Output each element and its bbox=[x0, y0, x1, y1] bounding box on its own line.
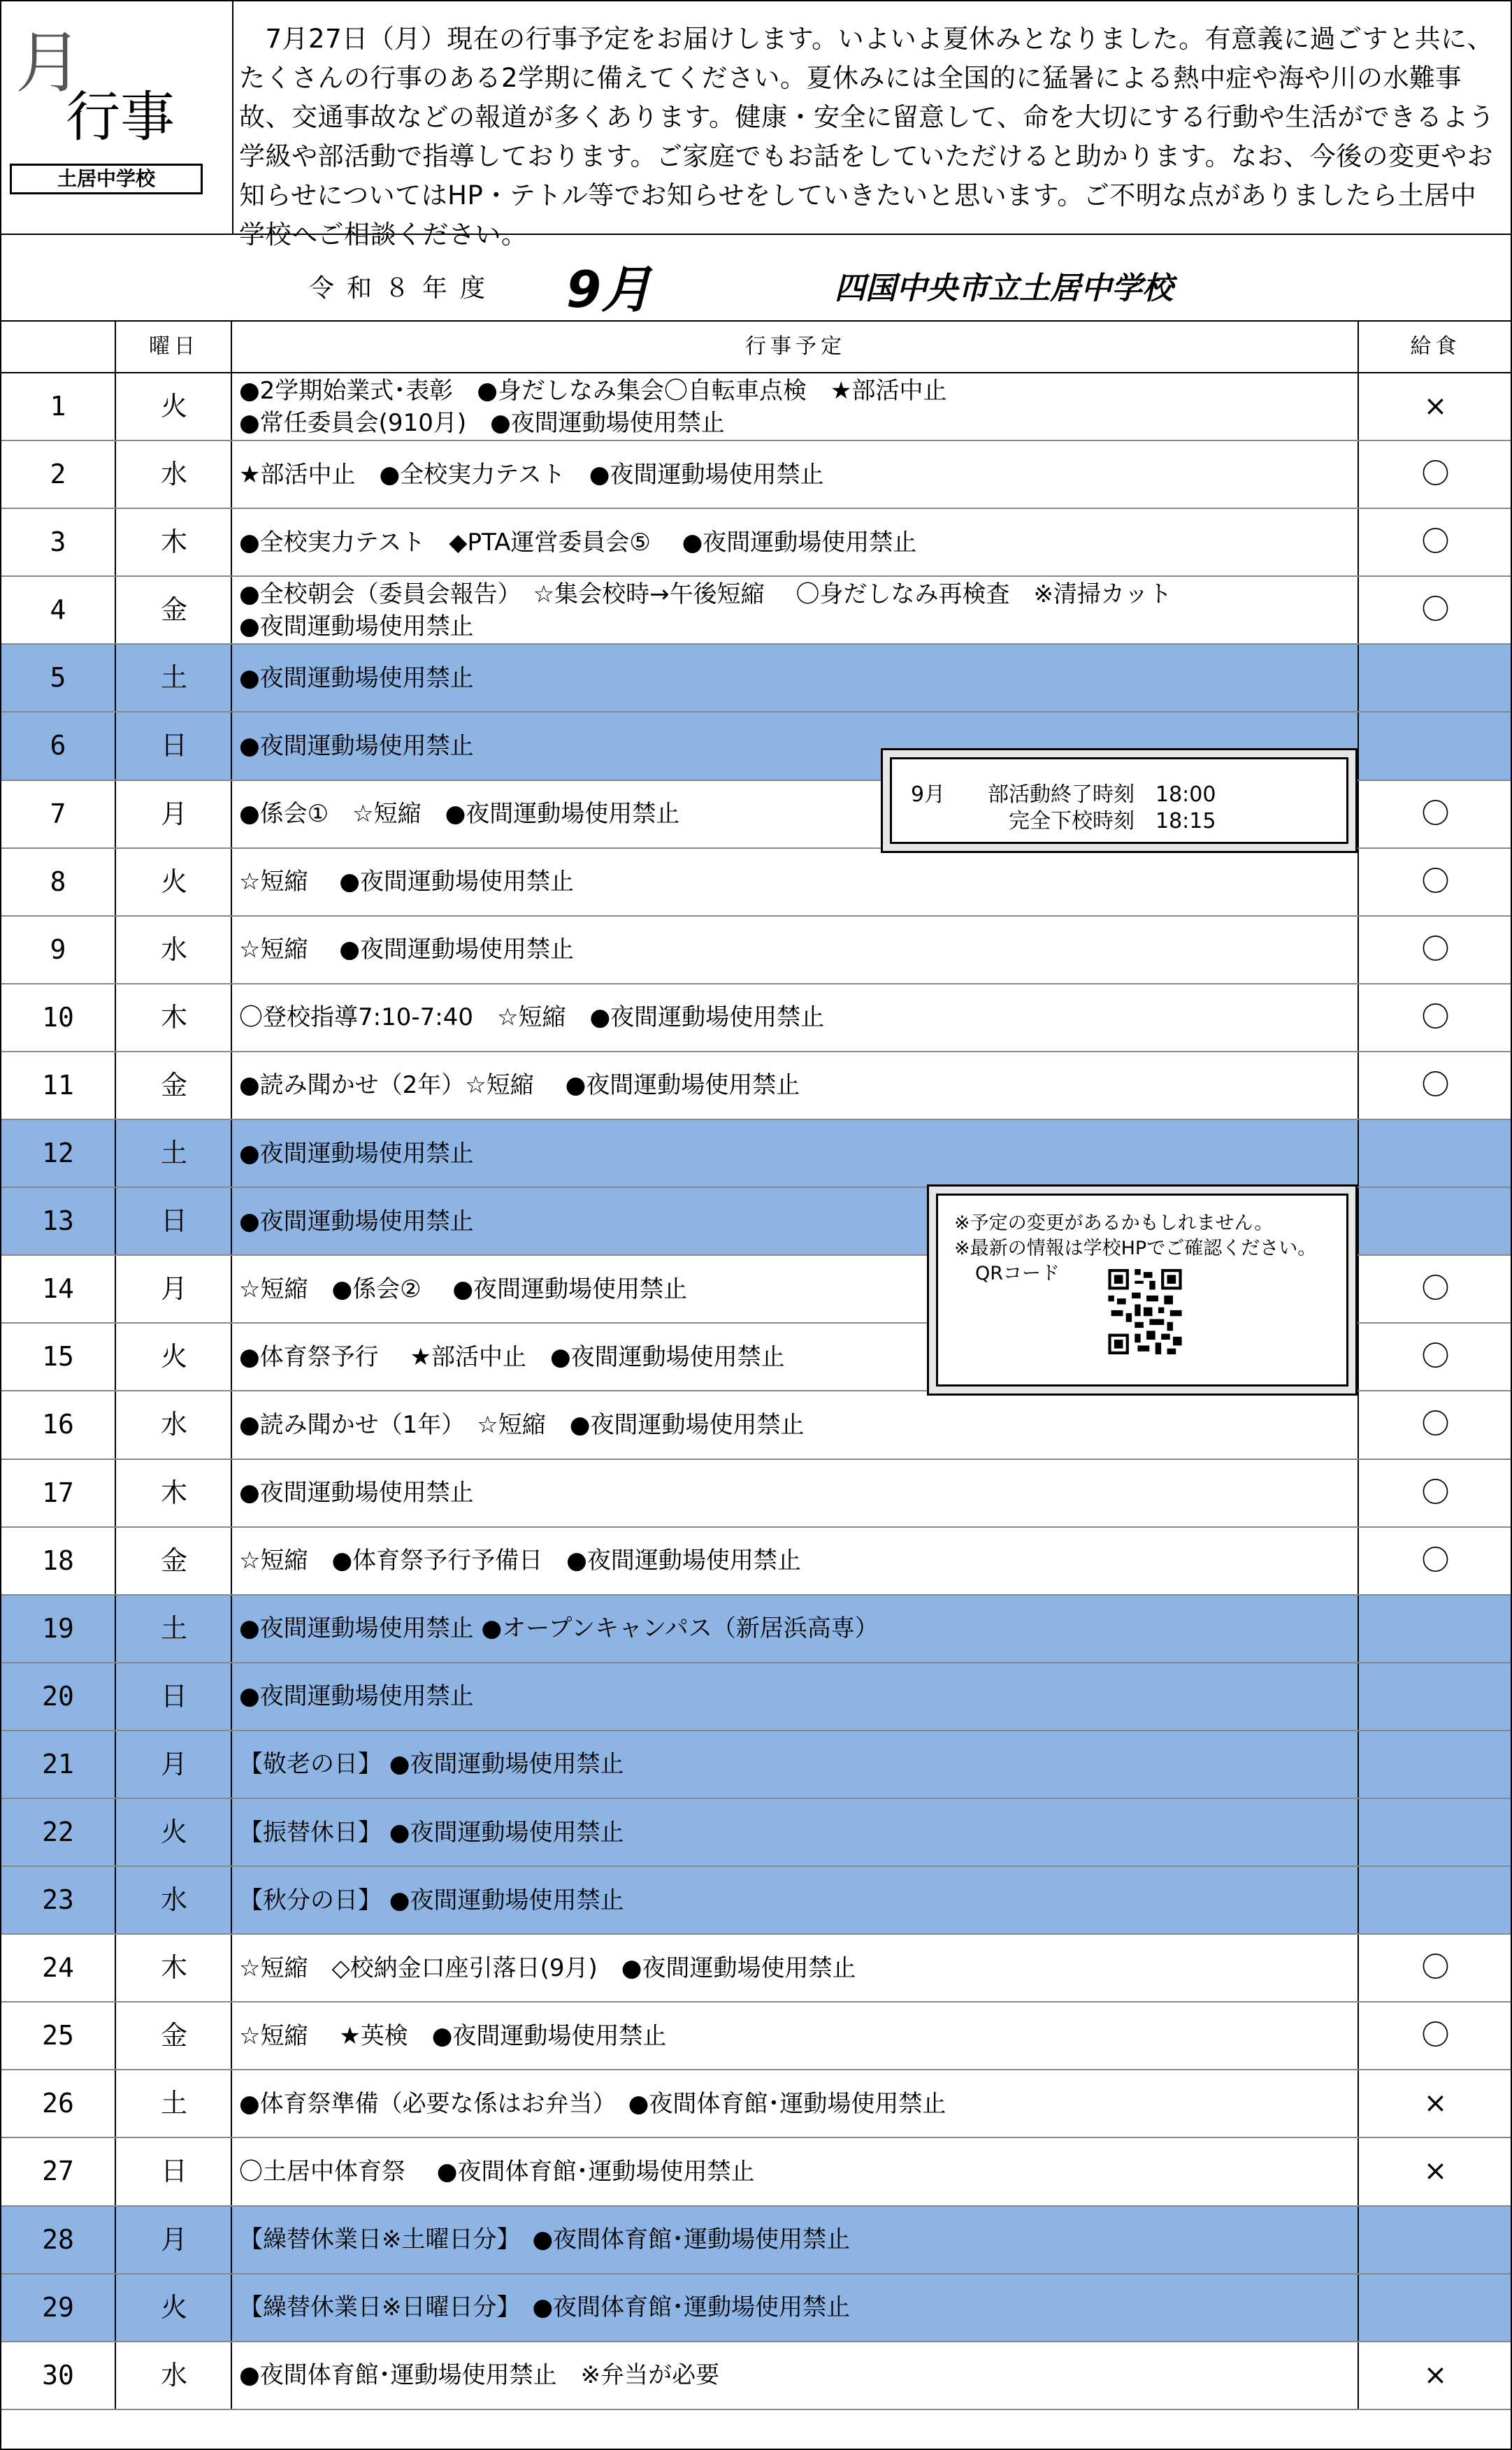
day-number: 9 bbox=[1, 917, 116, 983]
day-number: 17 bbox=[1, 1460, 116, 1526]
lunch-mark bbox=[1360, 1120, 1511, 1187]
day-number: 19 bbox=[1, 1596, 116, 1662]
lunch-mark: 〇 bbox=[1421, 1544, 1450, 1577]
lunch-mark: 〇 bbox=[1421, 2019, 1450, 2052]
day-number: 24 bbox=[1, 1935, 116, 2001]
table-row bbox=[1, 1867, 1511, 1935]
info-notice bbox=[927, 1184, 1358, 1396]
day-number: 11 bbox=[1, 1052, 116, 1119]
weekday: 火 bbox=[117, 1324, 232, 1390]
day-number: 16 bbox=[1, 1391, 116, 1458]
event-line: 【繰替休業日※日曜日分】 ●夜間体育館･運動場使用禁止 bbox=[239, 2293, 851, 2322]
month-title: 9月 bbox=[566, 260, 652, 319]
events-cell bbox=[233, 1731, 1359, 1798]
qr-label: QRコード bbox=[975, 1263, 1060, 1284]
day-number: 4 bbox=[1, 577, 116, 643]
weekday: 月 bbox=[117, 781, 232, 847]
weekday: 日 bbox=[117, 1663, 232, 1730]
table-row bbox=[1, 2138, 1511, 2206]
title-row bbox=[1, 235, 1511, 322]
day-number: 20 bbox=[1, 1663, 116, 1730]
table-row bbox=[1, 984, 1511, 1052]
day-number: 5 bbox=[1, 645, 116, 711]
table-row bbox=[1, 441, 1511, 509]
event-line: ●係会① ☆短縮 ●夜間運動場使用禁止 bbox=[239, 800, 680, 829]
events-cell bbox=[233, 849, 1359, 915]
weekday: 火 bbox=[117, 1799, 232, 1865]
school-full-name: 四国中央市立土居中学校 bbox=[835, 271, 1173, 306]
lunch-mark: 〇 bbox=[1421, 865, 1450, 898]
events-cell bbox=[233, 441, 1359, 508]
table-row bbox=[1, 849, 1511, 917]
event-line: 【繰替休業日※土曜日分】 ●夜間体育館･運動場使用禁止 bbox=[239, 2226, 851, 2254]
table-row bbox=[1, 1052, 1511, 1120]
event-line: ●夜間運動場使用禁止 bbox=[239, 1479, 474, 1507]
table-row bbox=[1, 2207, 1511, 2275]
day-number: 7 bbox=[1, 781, 116, 847]
events-cell bbox=[233, 2138, 1359, 2205]
notice-hp-text: ※最新の情報は学校HPでご確認ください。 bbox=[954, 1238, 1317, 1259]
lunch-mark: 〇 bbox=[1421, 797, 1450, 830]
weekday: 木 bbox=[117, 1460, 232, 1526]
table-header bbox=[1, 322, 1511, 373]
day-number: 26 bbox=[1, 2070, 116, 2137]
day-number: 21 bbox=[1, 1731, 116, 1798]
lunch-mark: × bbox=[1423, 390, 1448, 422]
logo-events-text: 行事 bbox=[66, 86, 175, 149]
events-cell bbox=[233, 1596, 1359, 1662]
notice-change-text: ※予定の変更があるかもしれません。 bbox=[954, 1212, 1274, 1234]
day-number: 8 bbox=[1, 849, 116, 915]
weekday: 月 bbox=[117, 1731, 232, 1798]
event-line: ☆短縮 ●係会② ●夜間運動場使用禁止 bbox=[239, 1275, 688, 1303]
events-cell bbox=[233, 509, 1359, 575]
lunch-mark bbox=[1360, 645, 1511, 711]
qr-code-icon[interactable] bbox=[1108, 1269, 1182, 1354]
weekday: 日 bbox=[117, 712, 232, 779]
table-row bbox=[1, 917, 1511, 984]
weekday: 金 bbox=[117, 577, 232, 643]
lunch-mark: 〇 bbox=[1421, 458, 1450, 491]
table-row bbox=[1, 1799, 1511, 1867]
lunch-mark bbox=[1360, 712, 1511, 779]
weekday: 月 bbox=[117, 1256, 232, 1322]
lunch-mark: × bbox=[1423, 2358, 1448, 2391]
weekday: 土 bbox=[117, 645, 232, 711]
weekday: 水 bbox=[117, 1391, 232, 1458]
day-number: 10 bbox=[1, 984, 116, 1051]
weekday: 火 bbox=[117, 849, 232, 915]
weekday: 月 bbox=[117, 2207, 232, 2273]
lunch-mark: 〇 bbox=[1421, 1340, 1450, 1373]
club-time-notice bbox=[881, 748, 1358, 853]
day-number: 27 bbox=[1, 2138, 116, 2205]
events-cell bbox=[233, 1663, 1359, 1730]
lunch-mark bbox=[1360, 1731, 1511, 1798]
events-cell bbox=[233, 373, 1359, 440]
events-cell bbox=[233, 2003, 1359, 2069]
club-notice-month: 9月 bbox=[911, 782, 946, 807]
lunch-mark bbox=[1360, 2275, 1511, 2341]
event-line: ●夜間運動場使用禁止 bbox=[239, 1682, 474, 1711]
weekday: 火 bbox=[117, 2275, 232, 2341]
school-name-tag: 土居中学校 bbox=[10, 164, 203, 194]
weekday: 金 bbox=[117, 1528, 232, 1594]
lunch-mark: 〇 bbox=[1421, 933, 1450, 966]
day-number: 25 bbox=[1, 2003, 116, 2069]
table-row bbox=[1, 577, 1511, 645]
lunch-mark bbox=[1360, 1799, 1511, 1865]
day-number: 18 bbox=[1, 1528, 116, 1594]
event-line: ☆短縮 ●夜間運動場使用禁止 bbox=[239, 868, 574, 896]
table-row bbox=[1, 373, 1511, 441]
weekday: 水 bbox=[117, 1867, 232, 1933]
day-number: 6 bbox=[1, 712, 116, 779]
event-line: 【敬老の日】 ●夜間運動場使用禁止 bbox=[239, 1750, 624, 1779]
event-line: ●夜間運動場使用禁止 bbox=[239, 664, 474, 692]
header bbox=[1, 1, 1511, 250]
lunch-mark: 〇 bbox=[1421, 1273, 1450, 1305]
day-number: 2 bbox=[1, 441, 116, 508]
event-line: ●全校朝会（委員会報告） ☆集会校時→午後短縮 〇身だしなみ再検査 ※清掃カット bbox=[239, 580, 1172, 608]
event-line: ☆短縮 ◇校納金口座引落日(9月) ●夜間運動場使用禁止 bbox=[239, 1954, 856, 1982]
table-row bbox=[1, 1120, 1511, 1188]
weekday: 日 bbox=[117, 1188, 232, 1254]
lunch-mark: 〇 bbox=[1421, 1951, 1450, 1984]
weekday: 金 bbox=[117, 1052, 232, 1119]
intro-paragraph: 7月27日（月）現在の行事予定をお届けします。いよいよ夏休みとなりました。有意義に過ごすと共に、たくさんの行事のある2学期に備えてください。夏休みには全国的に猛暑による熱中症や海や川の水難事故、交通事故などの報道が多くあります。健康・安全に留意して、命を大切にする行動や生活ができるよう学級や部活動で指導しております。ご家庭でもお話をしていただけると助かります。なお、今後の変更やお知らせについてはHP・テトル等でお知らせをしていきたいと思います。ご不明な点がありましたら土居中学校へご相談ください。 bbox=[239, 24, 1495, 250]
event-line: ☆短縮 ●夜間運動場使用禁止 bbox=[239, 936, 574, 964]
lunch-mark: 〇 bbox=[1421, 1068, 1450, 1101]
table-row bbox=[1, 1391, 1511, 1459]
events-cell bbox=[233, 1460, 1359, 1526]
day-number: 14 bbox=[1, 1256, 116, 1322]
lunch-mark: × bbox=[1423, 2087, 1448, 2120]
day-number: 30 bbox=[1, 2342, 116, 2409]
table-row bbox=[1, 2275, 1511, 2342]
day-number: 3 bbox=[1, 509, 116, 575]
event-line: 〇土居中体育祭 ●夜間体育館･運動場使用禁止 bbox=[239, 2157, 755, 2186]
table-row bbox=[1, 1460, 1511, 1528]
events-cell bbox=[233, 1391, 1359, 1458]
table-row bbox=[1, 509, 1511, 577]
club-end-time: 部活動終了時刻 18:00 bbox=[988, 782, 1216, 807]
logo-block bbox=[1, 1, 233, 234]
weekday: 水 bbox=[117, 441, 232, 508]
header-lunch: 給食 bbox=[1410, 334, 1461, 359]
event-line: ●2学期始業式･表彰 ●身だしなみ集会〇自転車点検 ★部活中止 bbox=[239, 376, 947, 405]
weekday: 土 bbox=[117, 1120, 232, 1187]
table-row bbox=[1, 645, 1511, 712]
event-line: ☆短縮 ●体育祭予行予備日 ●夜間運動場使用禁止 bbox=[239, 1547, 801, 1575]
day-number: 28 bbox=[1, 2207, 116, 2273]
event-line: ☆短縮 ★英検 ●夜間運動場使用禁止 bbox=[239, 2021, 667, 2050]
dismissal-time: 完全下校時刻 18:15 bbox=[1009, 809, 1216, 833]
header-events: 行事予定 bbox=[233, 322, 1359, 372]
event-line: ●全校実力テスト ◆PTA運営委員会⑤ ●夜間運動場使用禁止 bbox=[239, 528, 917, 557]
table-row bbox=[1, 1935, 1511, 2003]
event-line: 【振替休日】 ●夜間運動場使用禁止 bbox=[239, 1818, 624, 1847]
table-row bbox=[1, 2003, 1511, 2070]
weekday: 木 bbox=[117, 984, 232, 1051]
day-number: 29 bbox=[1, 2275, 116, 2341]
events-cell bbox=[233, 645, 1359, 711]
events-cell bbox=[233, 917, 1359, 983]
event-line: ●読み聞かせ（1年） ☆短縮 ●夜間運動場使用禁止 bbox=[239, 1410, 805, 1439]
lunch-mark: × bbox=[1423, 2155, 1448, 2188]
lunch-mark: 〇 bbox=[1421, 594, 1450, 626]
day-number: 13 bbox=[1, 1188, 116, 1254]
events-cell bbox=[233, 1799, 1359, 1865]
event-line: ●夜間運動場使用禁止 ●オープンキャンパス（新居浜高専） bbox=[239, 1614, 879, 1643]
lunch-mark bbox=[1360, 1663, 1511, 1730]
events-cell bbox=[233, 2275, 1359, 2341]
event-line: ●体育祭準備（必要な係はお弁当） ●夜間体育館･運動場使用禁止 bbox=[239, 2089, 946, 2118]
event-line: ●夜間運動場使用禁止 bbox=[239, 1139, 474, 1168]
events-cell bbox=[233, 2070, 1359, 2137]
event-line: ●読み聞かせ（2年）☆短縮 ●夜間運動場使用禁止 bbox=[239, 1071, 800, 1100]
fiscal-year: 令和８年度 bbox=[309, 274, 498, 303]
events-cell bbox=[233, 2342, 1359, 2409]
events-cell bbox=[233, 1120, 1359, 1187]
day-number: 23 bbox=[1, 1867, 116, 1933]
lunch-mark: 〇 bbox=[1421, 1408, 1450, 1441]
weekday: 水 bbox=[117, 2342, 232, 2409]
lunch-mark: 〇 bbox=[1421, 1001, 1450, 1033]
table-row bbox=[1, 2070, 1511, 2138]
lunch-mark bbox=[1360, 1867, 1511, 1933]
table-row bbox=[1, 1663, 1511, 1731]
weekday: 土 bbox=[117, 2070, 232, 2137]
lunch-mark: 〇 bbox=[1421, 526, 1450, 559]
lunch-mark bbox=[1360, 2207, 1511, 2273]
day-number: 1 bbox=[1, 373, 116, 440]
lunch-mark: 〇 bbox=[1421, 1476, 1450, 1509]
event-line: ●体育祭予行 ★部活中止 ●夜間運動場使用禁止 bbox=[239, 1342, 785, 1371]
lunch-mark bbox=[1360, 1188, 1511, 1254]
events-cell bbox=[233, 1528, 1359, 1594]
day-number: 12 bbox=[1, 1120, 116, 1187]
table-row bbox=[1, 1596, 1511, 1663]
events-cell bbox=[233, 2207, 1359, 2273]
event-line: ●夜間運動場使用禁止 bbox=[239, 1207, 474, 1235]
events-cell bbox=[233, 1867, 1359, 1933]
lunch-mark bbox=[1360, 1596, 1511, 1662]
weekday: 金 bbox=[117, 2003, 232, 2069]
header-day bbox=[1, 322, 116, 372]
event-line: ●夜間運動場使用禁止 bbox=[239, 612, 474, 640]
weekday: 日 bbox=[117, 2138, 232, 2205]
table-row bbox=[1, 2342, 1511, 2410]
weekday: 火 bbox=[117, 373, 232, 440]
event-line: ★部活中止 ●全校実力テスト ●夜間運動場使用禁止 bbox=[239, 460, 824, 489]
events-cell bbox=[233, 1052, 1359, 1119]
day-number: 22 bbox=[1, 1799, 116, 1865]
logo-month-glyph: 月 bbox=[15, 24, 82, 102]
header-weekday: 曜日 bbox=[117, 322, 232, 372]
event-line: ●夜間体育館･運動場使用禁止 ※弁当が必要 bbox=[239, 2361, 720, 2390]
event-line: 〇登校指導7:10-7:40 ☆短縮 ●夜間運動場使用禁止 bbox=[239, 1003, 825, 1032]
day-number: 15 bbox=[1, 1324, 116, 1390]
event-line: 【秋分の日】 ●夜間運動場使用禁止 bbox=[239, 1886, 624, 1914]
event-line: ●常任委員会(910月) ●夜間運動場使用禁止 bbox=[239, 408, 725, 437]
weekday: 木 bbox=[117, 509, 232, 575]
events-cell bbox=[233, 577, 1359, 643]
table-row bbox=[1, 1528, 1511, 1596]
weekday: 水 bbox=[117, 917, 232, 983]
event-line: ●夜間運動場使用禁止 bbox=[239, 732, 474, 761]
weekday: 土 bbox=[117, 1596, 232, 1662]
events-cell bbox=[233, 984, 1359, 1051]
weekday: 木 bbox=[117, 1935, 232, 2001]
events-cell bbox=[233, 1935, 1359, 2001]
table-row bbox=[1, 1731, 1511, 1799]
